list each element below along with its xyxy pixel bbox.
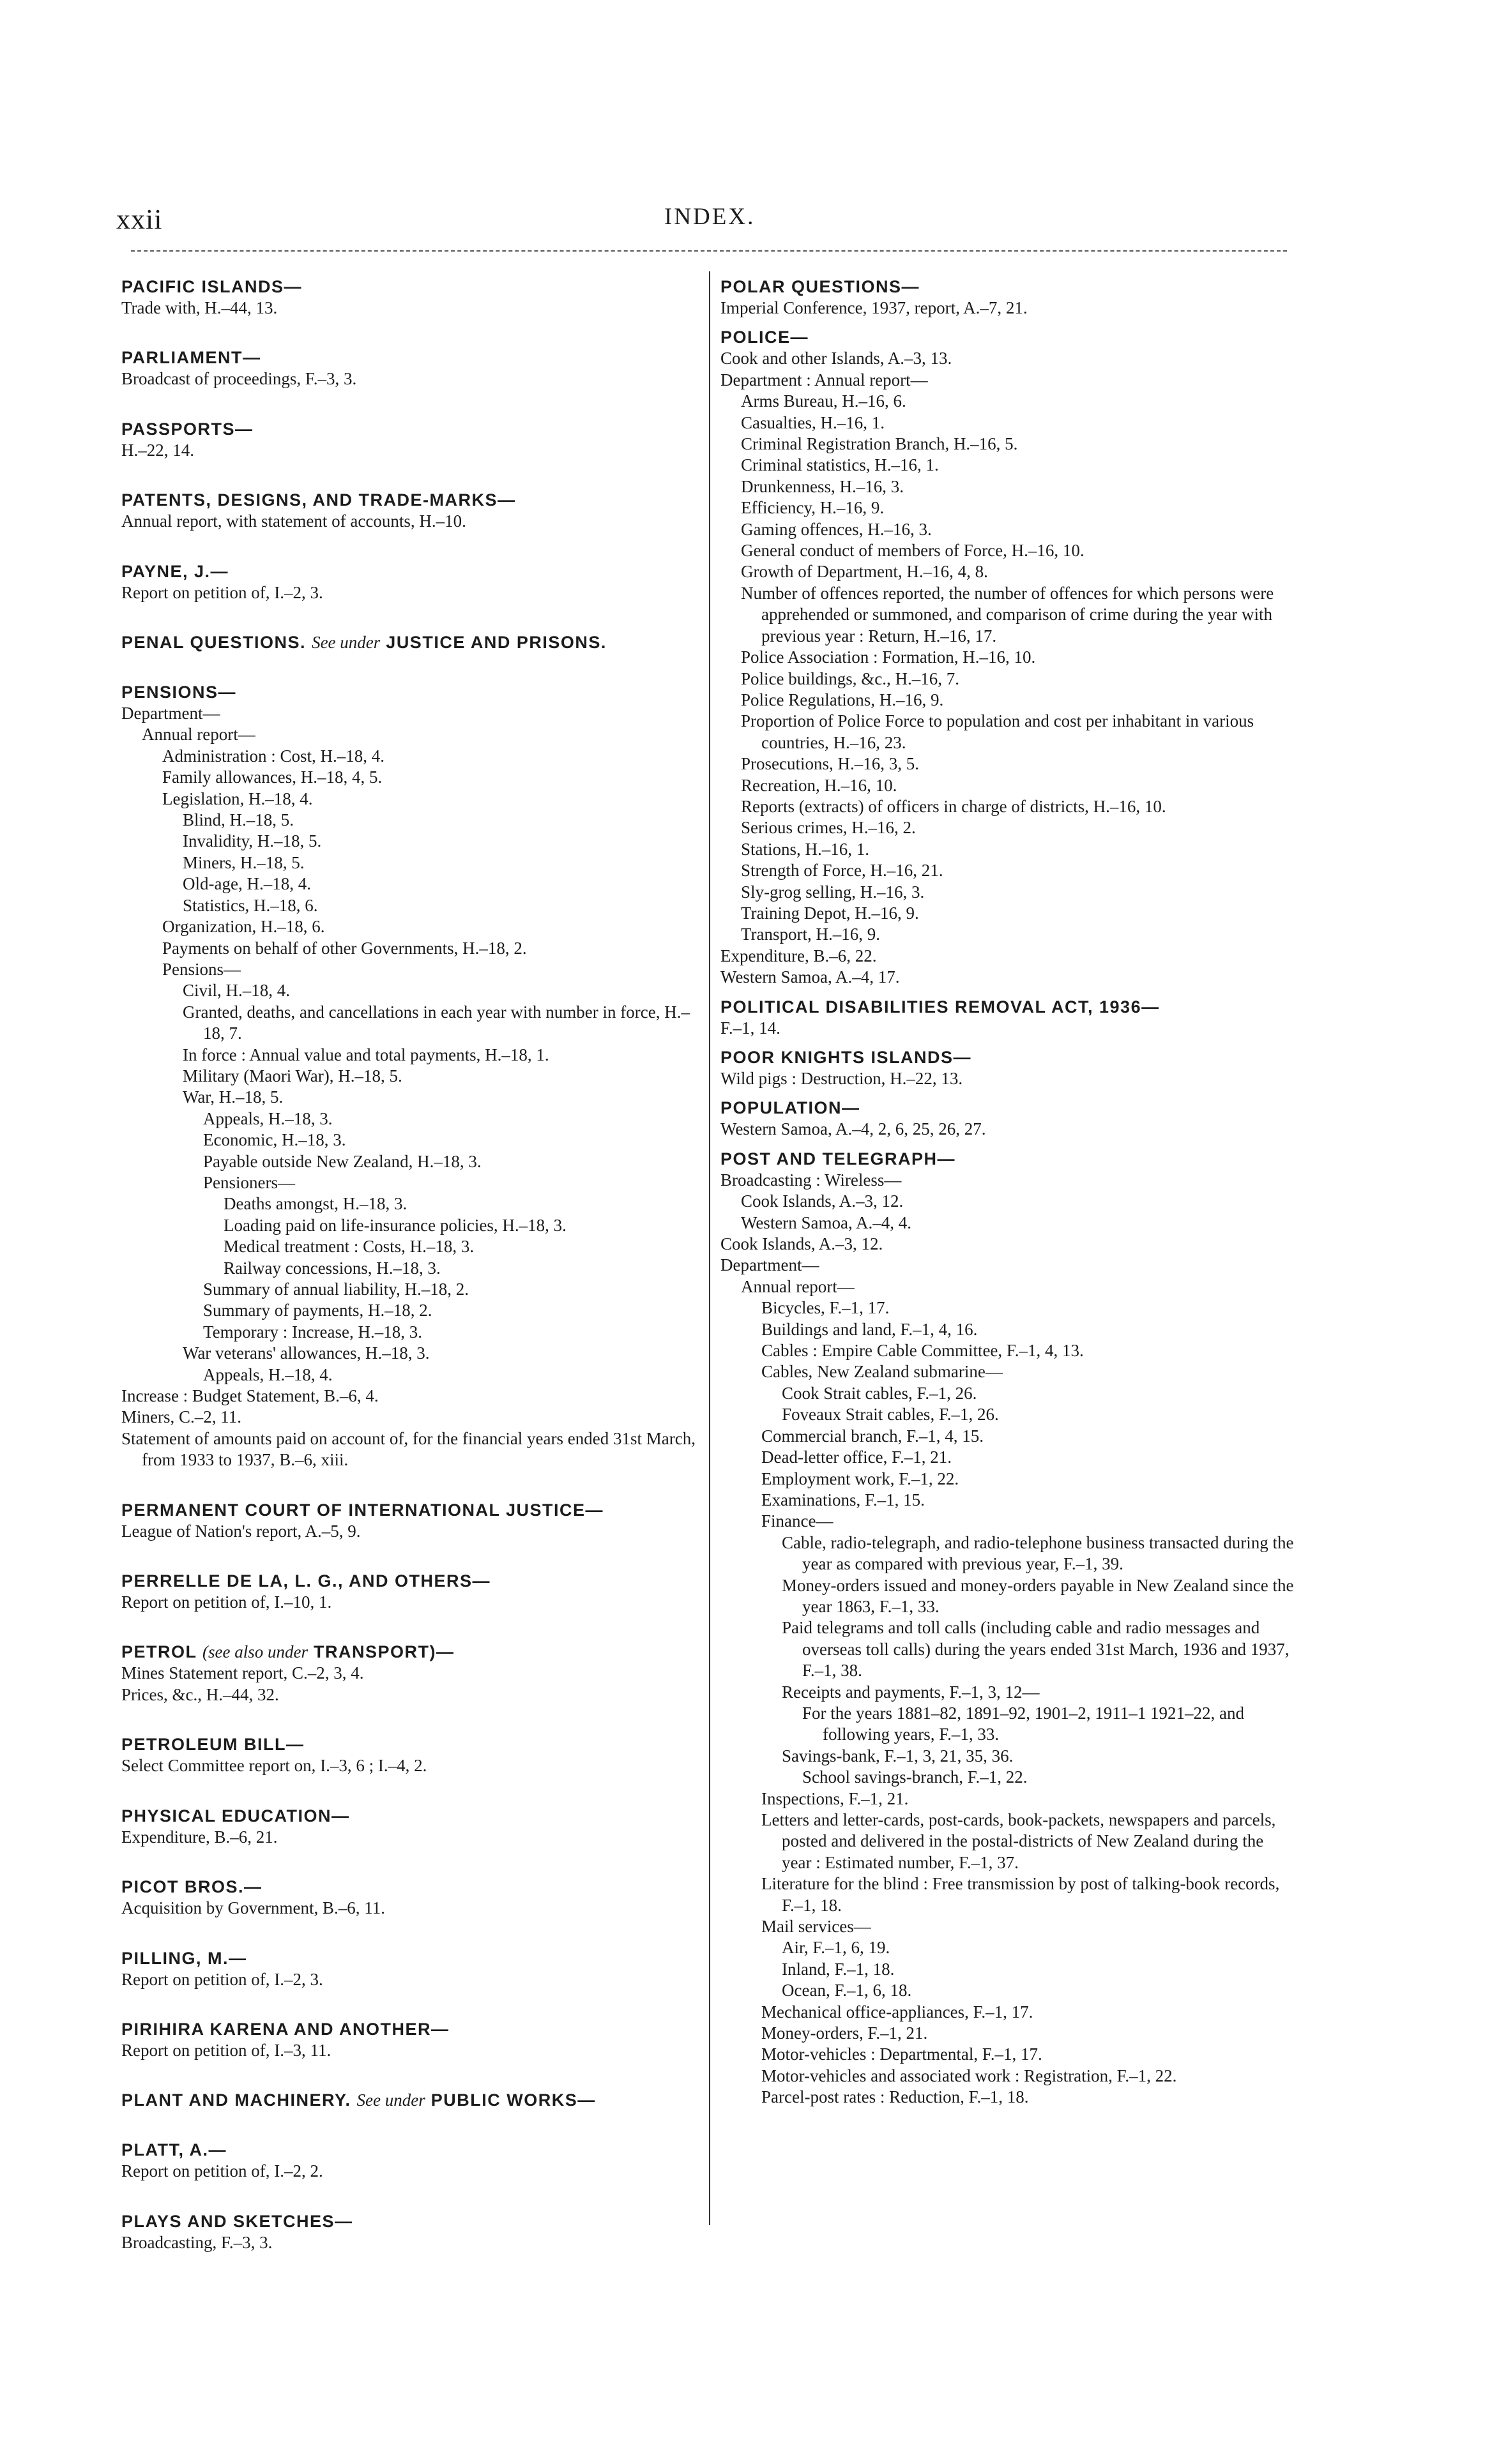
index-entry-poor-knights-islands	[720, 1047, 1295, 1089]
index-entry-physical-education	[121, 1805, 696, 1848]
subentry-line: Increase : Budget Statement, B.–6, 4.	[121, 1386, 379, 1406]
subentry-line: Invalidity, H.–18, 5.	[183, 831, 322, 851]
subentry-line: School savings-branch, F.–1, 22.	[802, 1767, 1028, 1787]
subentry-line: Commercial branch, F.–1, 4, 15.	[761, 1426, 984, 1446]
subentry-line: Literature for the blind : Free transmission by post of talking-book records, F.–1, 18.	[761, 1874, 1280, 1915]
heading-text: PACIFIC ISLANDS—	[121, 277, 303, 296]
subentry-line: League of Nation's report, A.–5, 9.	[121, 1521, 361, 1541]
entry-heading	[720, 1047, 1295, 1068]
subentry-line: Miners, C.–2, 11.	[121, 1407, 241, 1427]
entry-heading	[121, 681, 696, 703]
index-entry-post-and-telegraph	[720, 1148, 1295, 2108]
index-entry-petroleum-bill	[121, 1734, 696, 1776]
entry-heading	[121, 2089, 696, 2111]
heading-text: PIRIHIRA KARENA AND ANOTHER—	[121, 2019, 450, 2039]
index-entry-perrelle-de-la-l-g-and-others	[121, 1570, 696, 1613]
subentry-line: Annual report, with statement of accounts, H.–10.	[121, 511, 466, 531]
subentry-line: Appeals, H.–18, 3.	[203, 1108, 333, 1128]
index-entry-permanent-court-of-international-justice	[121, 1499, 696, 1542]
subentry-line: Economic, H.–18, 3.	[203, 1130, 346, 1150]
heading-text: PENSIONS—	[121, 683, 237, 702]
subentry-line: Summary of annual liability, H.–18, 2.	[203, 1280, 469, 1299]
subentry-line: Ocean, F.–1, 6, 18.	[782, 1981, 912, 2000]
index-entry-payne-j	[121, 561, 696, 603]
subentry-line: Police Association : Formation, H.–16, 10.	[741, 647, 1036, 667]
subentry-line: Motor-vehicles and associated work : Registration, F.–1, 22.	[761, 2066, 1177, 2085]
subentry-line: Gaming offences, H.–16, 3.	[741, 519, 932, 539]
header-rule	[131, 250, 1287, 252]
subentry-line: Administration : Cost, H.–18, 4.	[162, 746, 385, 766]
subentry-line: Broadcasting, F.–3, 3.	[121, 2232, 273, 2252]
entry-heading	[121, 418, 696, 440]
subentry-line: Police Regulations, H.–16, 9.	[741, 690, 944, 709]
subentry-line: War veterans' allowances, H.–18, 3.	[183, 1343, 430, 1363]
subentry-line: Broadcast of proceedings, F.–3, 3.	[121, 369, 357, 389]
subentry-line: Mechanical office-appliances, F.–1, 17.	[761, 2002, 1033, 2022]
subentry-line: Growth of Department, H.–16, 4, 8.	[741, 562, 988, 582]
index-entry-polar-questions	[720, 276, 1295, 319]
subentry-line: Family allowances, H.–18, 4, 5.	[162, 767, 383, 787]
index-entry-plant-and-machinery	[121, 2089, 696, 2111]
subentry-line: Report on petition of, I.–10, 1.	[121, 1592, 332, 1612]
index-entry-platt-a	[121, 2139, 696, 2182]
entry-heading	[121, 489, 696, 511]
heading-text: POOR KNIGHTS ISLANDS—	[720, 1048, 972, 1067]
page-number: xxii	[116, 204, 163, 235]
subentry-line: Police buildings, &c., H.–16, 7.	[741, 669, 959, 688]
subentry-line: Temporary : Increase, H.–18, 3.	[203, 1322, 422, 1342]
subentry-line: Motor-vehicles : Departmental, F.–1, 17.	[761, 2045, 1042, 2064]
subentry-line: Expenditure, B.–6, 22.	[720, 946, 877, 965]
subentry-line: Report on petition of, I.–2, 3.	[121, 1969, 323, 1989]
subentry-line: Cook Islands, A.–3, 12.	[741, 1191, 904, 1211]
heading-text: PLATT, A.—	[121, 2140, 227, 2160]
running-title: INDEX.	[664, 204, 756, 230]
entry-heading	[121, 1947, 696, 1969]
heading-text: PENAL QUESTIONS.	[121, 633, 307, 653]
subentry-line: Acquisition by Government, B.–6, 11.	[121, 1898, 385, 1918]
index-entry-pirihira-karena-and-another	[121, 2018, 696, 2061]
subentry-line: Select Committee report on, I.–3, 6 ; I.–4, 2.	[121, 1756, 427, 1776]
subentry-line: Wild pigs : Destruction, H.–22, 13.	[720, 1069, 963, 1088]
subentry-line: Serious crimes, H.–16, 2.	[741, 818, 916, 838]
subentry-line: Transport, H.–16, 9.	[741, 925, 881, 944]
subentry-line: Western Samoa, A.–4, 4.	[741, 1213, 912, 1232]
subentry-line: Mail services—	[761, 1917, 871, 1937]
subentry-line: Cable, radio-telegraph, and radio-telephone business transacted during the year as compared with previous year, F.–1, 39.	[782, 1532, 1294, 1574]
entry-heading	[121, 631, 696, 653]
index-entry-pensions	[121, 681, 696, 1471]
index-entry-plays-and-sketches	[121, 2211, 696, 2253]
heading-text: PERRELLE DE LA, L. G., AND OTHERS—	[121, 1571, 491, 1591]
heading-text: PILLING, M.—	[121, 1948, 247, 1968]
heading-text: POPULATION—	[720, 1098, 860, 1118]
subentry-line: Number of offences reported, the number of offences for which persons were apprehended or summoned, and comparison of crime during the year with previous year : Return, H.–16, 17.	[741, 583, 1274, 646]
subentry-line: Cook Strait cables, F.–1, 26.	[782, 1383, 977, 1403]
index-entry-passports	[121, 418, 696, 461]
entry-heading	[121, 2211, 696, 2232]
index-entry-parliament	[121, 347, 696, 389]
heading-text: PAYNE, J.—	[121, 561, 229, 581]
subentry-line: Statistics, H.–18, 6.	[183, 895, 318, 915]
heading-text: PHYSICAL EDUCATION—	[121, 1806, 350, 1825]
heading-text: PLAYS AND SKETCHES—	[121, 2211, 353, 2231]
subentry-line: Department—	[720, 1255, 819, 1275]
heading-text: PETROL	[121, 1642, 197, 1662]
heading-text: PERMANENT COURT OF INTERNATIONAL JUSTICE—	[121, 1500, 604, 1520]
entry-heading	[720, 996, 1295, 1018]
index-entry-police	[720, 326, 1295, 988]
subentry-line: Strength of Force, H.–16, 21.	[741, 861, 943, 881]
subentry-line: Pensions—	[162, 959, 241, 979]
subentry-line: Expenditure, B.–6, 21.	[121, 1827, 278, 1847]
subentry-line: Western Samoa, A.–4, 17.	[720, 967, 900, 987]
entry-heading	[121, 347, 696, 368]
entry-heading	[121, 561, 696, 582]
subentry-line: Appeals, H.–18, 4.	[203, 1364, 333, 1384]
entry-heading	[121, 276, 696, 298]
subentry-line: Payable outside New Zealand, H.–18, 3.	[203, 1151, 482, 1171]
heading-text: POLITICAL DISABILITIES REMOVAL ACT, 1936—	[720, 997, 1160, 1017]
entry-heading	[720, 1148, 1295, 1170]
right-column	[720, 276, 1295, 2116]
subentry-line: Prices, &c., H.–44, 32.	[121, 1684, 279, 1704]
index-entry-pilling-m	[121, 1947, 696, 1990]
entry-heading	[121, 1570, 696, 1592]
subentry-line: Organization, H.–18, 6.	[162, 917, 325, 937]
subentry-line: Report on petition of, I.–3, 11.	[121, 2040, 331, 2060]
subentry-line: Parcel-post rates : Reduction, F.–1, 18.	[761, 2087, 1029, 2107]
subentry-line: Annual report—	[142, 725, 255, 744]
see-reference-label: (see also under	[202, 1642, 308, 1662]
heading-text: PATENTS, DESIGNS, AND TRADE-MARKS—	[121, 490, 516, 510]
subentry-line: Reports (extracts) of officers in charge of districts, H.–16, 10.	[741, 796, 1166, 816]
subentry-line: In force : Annual value and total payments, H.–18, 1.	[183, 1045, 549, 1064]
see-reference-label: See under	[312, 633, 381, 653]
subentry-line: Foveaux Strait cables, F.–1, 26.	[782, 1405, 999, 1425]
subentry-line: Employment work, F.–1, 22.	[761, 1469, 959, 1488]
see-reference-target: TRANSPORT)—	[314, 1642, 455, 1662]
subentry-line: Western Samoa, A.–4, 2, 6, 25, 26, 27.	[720, 1119, 986, 1139]
subentry-line: Deaths amongst, H.–18, 3.	[224, 1194, 407, 1214]
heading-text: PETROLEUM BILL—	[121, 1735, 305, 1755]
heading-text: PICOT BROS.—	[121, 1877, 263, 1897]
heading-text: POLAR QUESTIONS—	[720, 277, 920, 296]
left-column	[121, 276, 696, 2281]
index-entry-patents-designs-and-trade-marks	[121, 489, 696, 532]
entry-heading	[121, 1734, 696, 1755]
entry-heading	[121, 1805, 696, 1827]
subentry-line: Department—	[121, 704, 220, 723]
subentry-line: Prosecutions, H.–16, 3, 5.	[741, 754, 919, 774]
heading-text: POST AND TELEGRAPH—	[720, 1149, 956, 1168]
subentry-line: Bicycles, F.–1, 17.	[761, 1298, 890, 1318]
subentry-line: Pensioners—	[203, 1172, 295, 1192]
entry-heading	[121, 2018, 696, 2040]
subentry-line: Criminal statistics, H.–16, 1.	[741, 455, 939, 475]
subentry-line: Mines Statement report, C.–2, 3, 4.	[121, 1663, 364, 1683]
subentry-line: Loading paid on life-insurance policies, H.–18, 3.	[224, 1215, 567, 1235]
subentry-line: Miners, H.–18, 5.	[183, 852, 305, 872]
entry-heading	[121, 1641, 696, 1663]
subentry-line: Report on petition of, I.–2, 3.	[121, 582, 323, 602]
subentry-line: Annual report—	[741, 1276, 855, 1296]
index-entry-petrol	[121, 1641, 696, 1705]
index-entry-political-disabilities-removal-act-1936	[720, 996, 1295, 1039]
subentry-line: Cables : Empire Cable Committee, F.–1, 4, 13.	[761, 1341, 1084, 1361]
subentry-line: Receipts and payments, F.–1, 3, 12—	[782, 1682, 1040, 1702]
subentry-line: Money-orders, F.–1, 21.	[761, 2023, 928, 2043]
subentry-line: Military (Maori War), H.–18, 5.	[183, 1066, 402, 1085]
subentry-line: Efficiency, H.–16, 9.	[741, 498, 885, 518]
subentry-line: Stations, H.–16, 1.	[741, 839, 870, 859]
subentry-line: Granted, deaths, and cancellations in each year with number in force, H.–18, 7.	[183, 1002, 690, 1043]
subentry-line: Drunkenness, H.–16, 3.	[741, 476, 904, 496]
see-reference-label: See under	[356, 2090, 425, 2110]
heading-text: PARLIAMENT—	[121, 348, 261, 368]
subentry-line: Blind, H.–18, 5.	[183, 810, 294, 830]
subentry-line: Cables, New Zealand submarine—	[761, 1362, 1003, 1382]
subentry-line: Proportion of Police Force to population and cost per inhabitant in various countries, H.–16, 23.	[741, 711, 1254, 752]
see-reference-target: JUSTICE AND PRISONS.	[386, 633, 607, 653]
heading-text: PASSPORTS—	[121, 419, 254, 439]
entry-heading	[121, 2139, 696, 2161]
subentry-line: Inland, F.–1, 18.	[782, 1959, 895, 1979]
subentry-line: Railway concessions, H.–18, 3.	[224, 1258, 441, 1278]
subentry-line: Old-age, H.–18, 4.	[183, 874, 311, 894]
subentry-line: Arms Bureau, H.–16, 6.	[741, 391, 906, 411]
subentry-line: Cook and other Islands, A.–3, 13.	[720, 349, 952, 368]
subentry-line: Report on petition of, I.–2, 2.	[121, 2161, 323, 2181]
subentry-line: Imperial Conference, 1937, report, A.–7, 21.	[720, 298, 1028, 317]
entry-heading	[720, 326, 1295, 348]
subentry-line: Dead-letter office, F.–1, 21.	[761, 1447, 952, 1467]
subentry-line: War, H.–18, 5.	[183, 1087, 284, 1107]
subentry-line: Paid telegrams and toll calls (including cable and radio messages and overseas toll calls) during the years ended 31st March, 1936 and 1937, F.–1, 38.	[782, 1618, 1290, 1681]
subentry-line: Payments on behalf of other Governments, H.–18, 2.	[162, 938, 527, 958]
entry-heading	[121, 1499, 696, 1521]
index-entry-pacific-islands	[121, 276, 696, 319]
subentry-line: Criminal Registration Branch, H.–16, 5.	[741, 434, 1018, 454]
subentry-line: Medical treatment : Costs, H.–18, 3.	[224, 1237, 475, 1257]
index-entry-picot-bros	[121, 1876, 696, 1919]
subentry-line: Civil, H.–18, 4.	[183, 981, 291, 1001]
subentry-line: Casualties, H.–16, 1.	[741, 412, 885, 432]
subentry-line: Examinations, F.–1, 15.	[761, 1490, 925, 1509]
subentry-line: Inspections, F.–1, 21.	[761, 1788, 909, 1808]
subentry-line: Letters and letter-cards, post-cards, book-packets, newspapers and parcels, posted and delivered in the postal-districts of New Zealand during the year : Estimated number, F.–1, 37.	[761, 1810, 1276, 1872]
subentry-line: H.–22, 14.	[121, 440, 194, 460]
subentry-line: For the years 1881–82, 1891–92, 1901–2, 1911–1 1921–22, and following years, F.–1, 33.	[802, 1703, 1244, 1744]
subentry-line: Training Depot, H.–16, 9.	[741, 903, 919, 923]
subentry-line: Savings-bank, F.–1, 3, 21, 35, 36.	[782, 1746, 1014, 1765]
subentry-line: Broadcasting : Wireless—	[720, 1170, 902, 1190]
index-entry-population	[720, 1097, 1295, 1140]
subentry-line: Department : Annual report—	[720, 370, 928, 389]
page-header	[0, 203, 1492, 241]
subentry-line: Legislation, H.–18, 4.	[162, 789, 313, 808]
entry-heading	[121, 1876, 696, 1898]
subentry-line: Summary of payments, H.–18, 2.	[203, 1301, 432, 1320]
entry-heading	[720, 1097, 1295, 1119]
subentry-line: Sly-grog selling, H.–16, 3.	[741, 882, 925, 902]
subentry-line: Recreation, H.–16, 10.	[741, 775, 897, 795]
subentry-line: Statement of amounts paid on account of, for the financial years ended 31st March, from 1933 to 1937, B.–6, xiii.	[121, 1428, 696, 1470]
subentry-line: F.–1, 14.	[720, 1018, 780, 1038]
heading-text: PLANT AND MACHINERY.	[121, 2090, 351, 2110]
subentry-line: General conduct of members of Force, H.–16, 10.	[741, 541, 1085, 561]
subentry-line: Trade with, H.–44, 13.	[121, 298, 278, 317]
subentry-line: Air, F.–1, 6, 19.	[782, 1938, 890, 1958]
subentry-line: Finance—	[761, 1511, 834, 1531]
subentry-line: Cook Islands, A.–3, 12.	[720, 1234, 883, 1254]
subentry-line: Buildings and land, F.–1, 4, 16.	[761, 1319, 978, 1339]
heading-text: POLICE—	[720, 328, 809, 347]
index-entry-penal-questions	[121, 631, 696, 653]
entry-heading	[720, 276, 1295, 298]
column-divider	[709, 271, 710, 2225]
subentry-line: Money-orders issued and money-orders payable in New Zealand since the year 1863, F.–1, 33.	[782, 1575, 1294, 1616]
see-reference-target: PUBLIC WORKS—	[430, 2090, 596, 2110]
